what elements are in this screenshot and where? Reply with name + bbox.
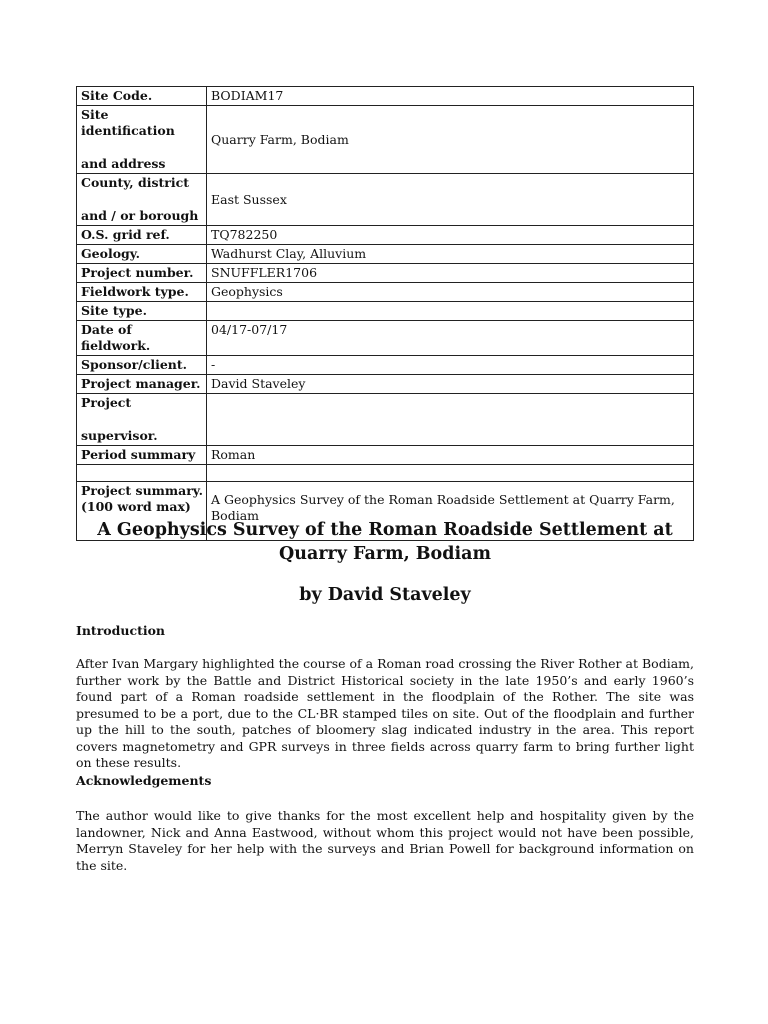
table-row — [77, 356, 694, 375]
row-label: Geology. — [77, 245, 207, 264]
row-value: TQ782250 — [207, 226, 694, 245]
table-row — [77, 106, 694, 174]
introduction-paragraph: After Ivan Margary highlighted the course of a Roman road crossing the River Rother at Bodiam, further work by the Battle and District Historical society in the late 1950’s and early 1960’s found part of a Roman roadside settlement in the floodplain of the Rother. The site was presumed to be a port, due to the CL·BR stamped tiles on site. Out of the floodplain and further up the hill to the south, patches of bloomery slag indicated industry in the area. This report covers magnetometry and GPR surveys in three fields across quarry farm to bring further light on these results. — [76, 656, 694, 770]
row-label: Project number. — [77, 264, 207, 283]
acknowledgements-heading: Acknowledgements — [76, 773, 212, 788]
row-label — [77, 106, 207, 174]
introduction-heading: Introduction — [76, 623, 166, 638]
row-value: Geophysics — [207, 283, 694, 302]
row-value: David Staveley — [207, 375, 694, 394]
row-label: Project manager. — [77, 375, 207, 394]
table-row — [77, 375, 694, 394]
row-value: Roman — [207, 446, 694, 465]
row-label-line2: (100 word max) — [81, 499, 191, 514]
table-row — [77, 226, 694, 245]
report-title: A Geophysics Survey of the Roman Roadside Settlement at Quarry Farm, Bodiam — [97, 520, 673, 564]
report-byline: by David Staveley — [299, 585, 471, 605]
table-row — [77, 87, 694, 106]
table-row — [77, 174, 694, 226]
site-details-table — [76, 86, 694, 541]
row-label: Site type. — [77, 302, 207, 321]
row-value: SNUFFLER1706 — [207, 264, 694, 283]
row-value — [207, 394, 694, 446]
row-value: BODIAM17 — [207, 87, 694, 106]
row-label-line2: supervisor. — [81, 428, 158, 443]
acknowledgements-paragraph: The author would like to give thanks for the most excellent help and hospitality given by the landowner, Nick and Anna Eastwood, without whom this project would not have been possible, Merryn Staveley for her help with the surveys and Brian Powell for background information on the site. — [76, 808, 694, 873]
row-value — [207, 465, 694, 482]
row-label-line1: Site identification — [81, 107, 175, 138]
row-label — [77, 394, 207, 446]
table-row — [77, 465, 694, 482]
row-label: Sponsor/client. — [77, 356, 207, 375]
table-row — [77, 302, 694, 321]
row-label-line1: Project — [81, 395, 132, 410]
row-value: A Geophysics Survey of the Roman Roadside Settlement at Quarry Farm, Bodiam — [207, 482, 694, 541]
row-value: East Sussex — [207, 174, 694, 226]
row-value: - — [207, 356, 694, 375]
row-label-line2: and address — [81, 156, 166, 171]
row-value — [207, 302, 694, 321]
row-label: O.S. grid ref. — [77, 226, 207, 245]
row-value: 04/17-07/17 — [207, 321, 694, 356]
row-label: Site Code. — [77, 87, 207, 106]
row-label: Date of fieldwork. — [77, 321, 207, 356]
table-row — [77, 283, 694, 302]
row-label — [77, 465, 207, 482]
row-label-line1: Project summary. — [81, 483, 203, 498]
table-row — [77, 446, 694, 465]
row-value: Wadhurst Clay, Alluvium — [207, 245, 694, 264]
row-label-line1: County, district — [81, 175, 190, 190]
table-row — [77, 264, 694, 283]
table-row — [77, 245, 694, 264]
row-label-line2: and / or borough — [81, 208, 199, 223]
row-label: Fieldwork type. — [77, 283, 207, 302]
table-row — [77, 321, 694, 356]
table-row — [77, 394, 694, 446]
row-value: Quarry Farm, Bodiam — [207, 106, 694, 174]
row-label — [77, 174, 207, 226]
row-label: Period summary — [77, 446, 207, 465]
